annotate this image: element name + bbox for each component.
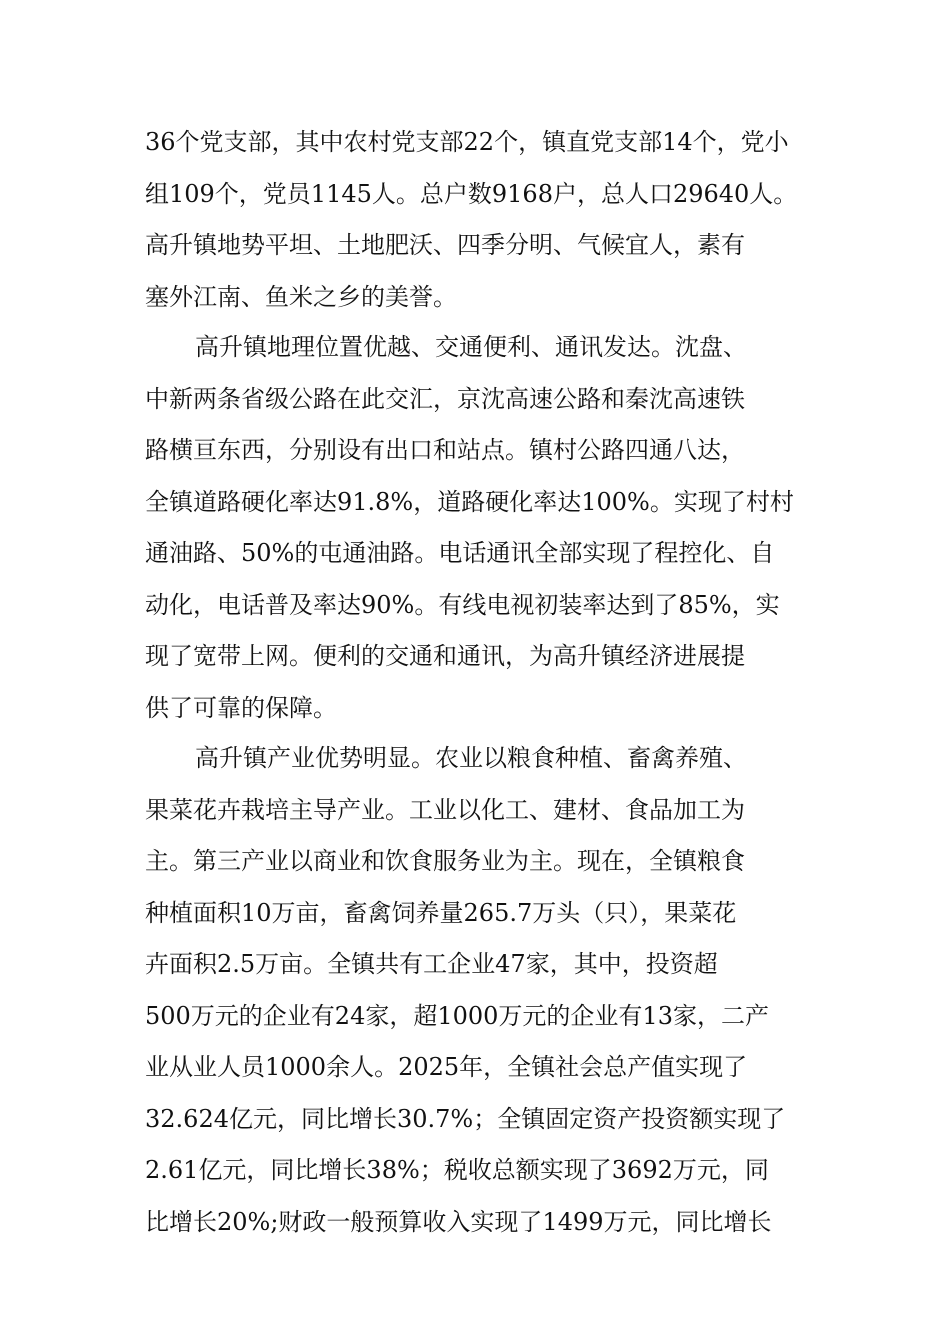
text-line: 动化，电话普及率达90%。有线电视初装率达到了85%，实 [145,590,780,619]
text-line: 2.61亿元，同比增长38%；税收总额实现了3692万元，同 [145,1156,769,1184]
text-line: 全镇道路硬化率达91.8%，道路硬化率达100%。实现了村村 [145,487,794,516]
text-line: 组109个，党员1145人。总户数9168户，总人口29640人。 [145,179,798,208]
text-line: 500万元的企业有24家，超1000万元的企业有13家，二产 [145,1001,769,1030]
text-line: 种植面积10万亩，畜禽饲养量265.7万头（只），果菜花 [145,898,737,927]
text-line: 中新两条省级公路在此交汇，京沈高速公路和秦沈高速铁 [145,384,745,413]
text-line: 比增长20%;财政一般预算收入实现了1499万元，同比增长 [145,1207,772,1236]
paragraph-2 [145,322,835,734]
text-line: 卉面积2.5万亩。全镇共有工企业47家，其中，投资超 [145,950,718,978]
paragraph-1 [145,117,835,323]
text-line: 现了宽带上网。便利的交通和通讯，为高升镇经济进展提 [145,642,745,670]
text-line: 36个党支部，其中农村党支部22个，镇直党支部14个，党小 [145,128,789,156]
text-line: 主。第三产业以商业和饮食服务业为主。现在，全镇粮食 [145,847,745,875]
paragraph-3 [145,733,835,1248]
text-line: 高升镇地理位置优越、交通便利、通讯发达。沈盘、 [195,333,747,361]
text-line: 高升镇地势平坦、土地肥沃、四季分明、气候宜人，素有 [145,231,745,259]
text-line: 塞外江南、鱼米之乡的美誉。 [145,282,457,311]
text-line: 果菜花卉栽培主导产业。工业以化工、建材、食品加工为 [145,795,745,824]
text-line: 32.624亿元，同比增长30.7%；全镇固定资产投资额实现了 [145,1104,786,1133]
text-line: 路横亘东西，分别设有出口和站点。镇村公路四通八达， [145,436,745,464]
text-line: 通油路、50%的屯通油路。电话通讯全部实现了程控化、自 [145,539,775,567]
text-line: 业从业人员1000余人。2025年，全镇社会总产值实现了 [145,1053,748,1081]
text-line: 高升镇产业优势明显。农业以粮食种植、畜禽养殖、 [195,744,747,772]
text-line: 供了可靠的保障。 [145,693,337,722]
